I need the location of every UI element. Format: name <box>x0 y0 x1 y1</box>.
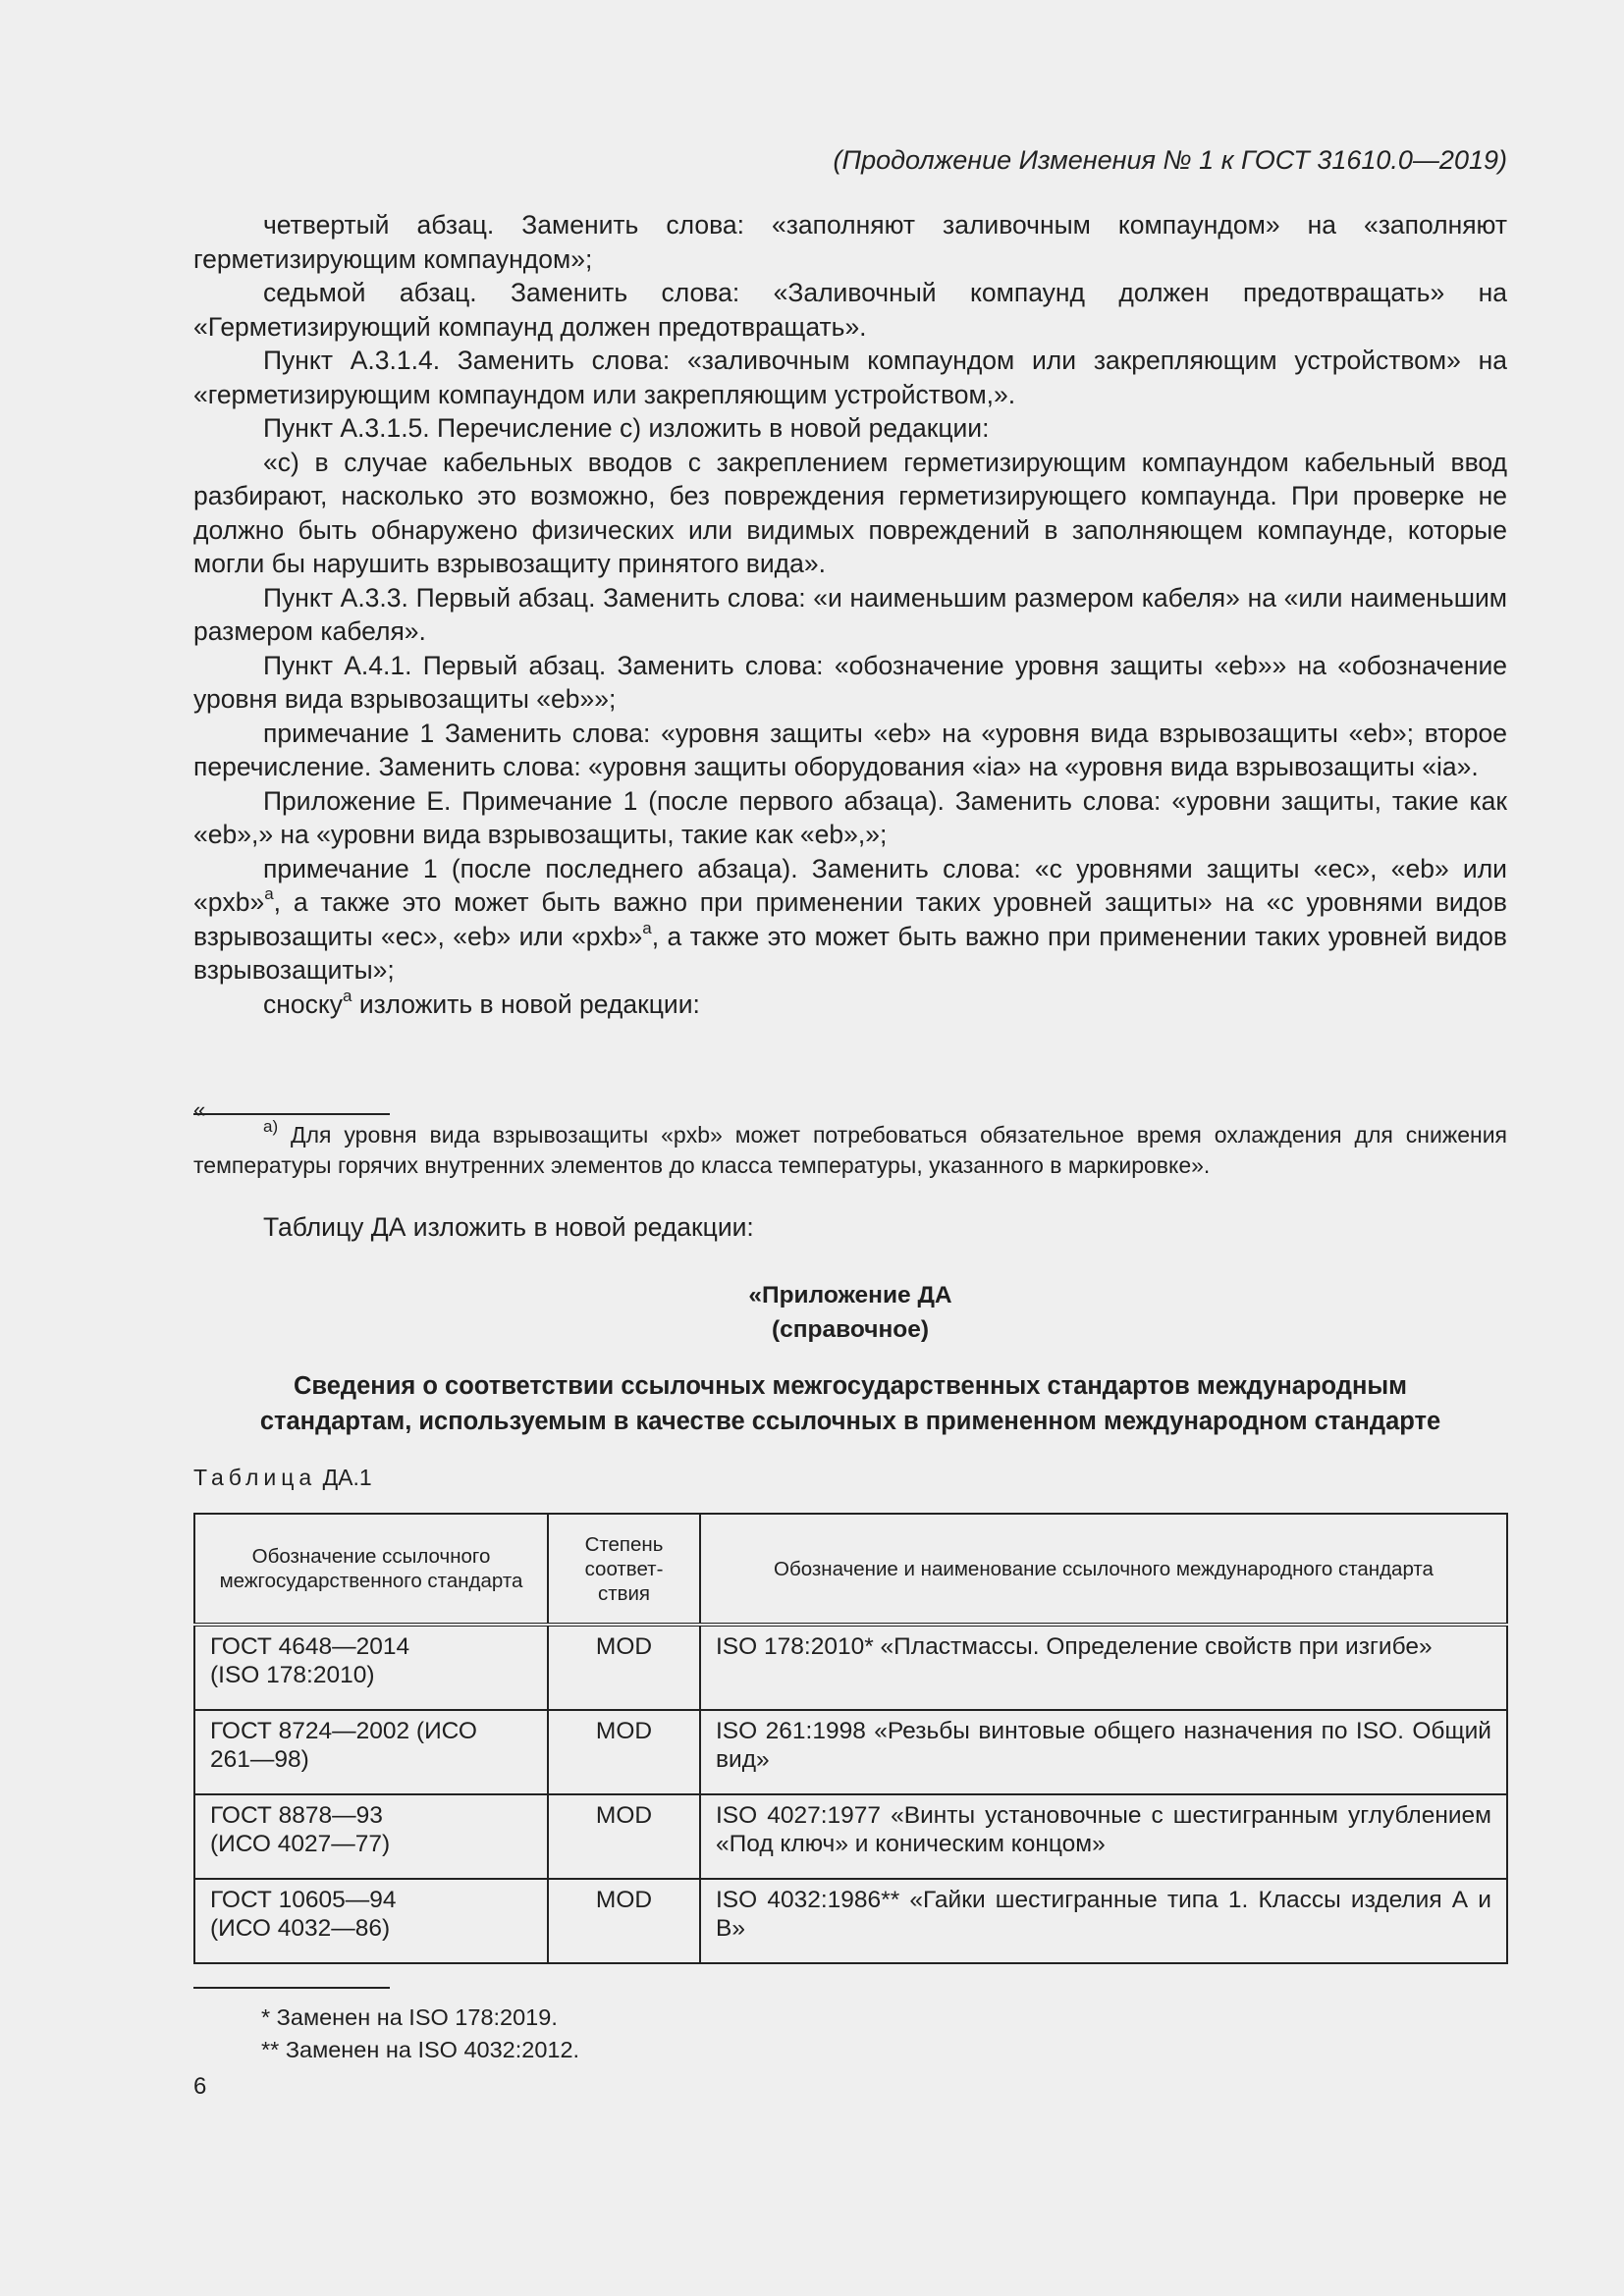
gost-cell <box>194 1625 548 1710</box>
column-header: Обозначение ссылочного межгосударственного стандарта <box>194 1514 548 1625</box>
table-row <box>194 1794 1507 1879</box>
table-note: ** Заменен на ISO 4032:2012. <box>261 2037 580 2062</box>
gost-cell <box>194 1879 548 1963</box>
gost-line: ГОСТ 8724—2002 (ИСО <box>210 1718 477 1744</box>
footnote <box>193 1117 1507 1181</box>
amendment-text <box>193 208 1507 1021</box>
table-row <box>194 1710 1507 1794</box>
appendix-subtitle: (справочное) <box>771 1316 930 1343</box>
text-segment: изложить в новой редакции: <box>352 988 700 1019</box>
footnote-ref: а <box>343 986 352 1005</box>
table-label-number: ДА.1 <box>322 1465 372 1490</box>
degree-cell: MOD <box>548 1710 700 1794</box>
footnote-rule <box>193 1113 390 1115</box>
notes-rule <box>193 1987 390 1989</box>
intl-standard-cell: ISO 4032:1986** «Гайки шестигранные типа 1. Классы изделия А и В» <box>700 1879 1507 1963</box>
table-label <box>193 1465 372 1491</box>
gost-cell <box>194 1710 548 1794</box>
gost-line: ГОСТ 10605—94 <box>210 1887 397 1913</box>
standards-table <box>193 1513 1508 1964</box>
appendix-title: «Приложение ДА <box>748 1282 952 1308</box>
paragraph: Приложение Е. Примечание 1 (после первого абзаца). Заменить слова: «уровни защиты, такие как «eb»,» на «уровни вида взрывозащиты, такие как «eb»,»; <box>193 785 1507 849</box>
footnote-marker: а) <box>263 1117 279 1137</box>
gost-line: 261—98) <box>210 1746 309 1773</box>
table-notes <box>193 2002 1507 2066</box>
table-intro-text: Таблицу ДА изложить в новой редакции: <box>263 1212 754 1242</box>
footnote-body: Для уровня вида взрывозащиты «pxb» может потребоваться обязательное время охлаждения для снижения температуры горячих внутренних элементов до класса температуры, указанного в маркировке». <box>193 1122 1507 1178</box>
table-row <box>194 1625 1507 1710</box>
table-note: * Заменен на ISO 178:2019. <box>261 2004 558 2030</box>
text-segment: сноску <box>263 988 344 1019</box>
paragraph-note-1 <box>193 852 1507 988</box>
paragraph: Пункт А.4.1. Первый абзац. Заменить слова: «обозначение уровня защиты «eb»» на «обозначение уровня вида взрывозащиты «eb»»; <box>193 650 1507 714</box>
paragraph: Пункт А.3.3. Первый абзац. Заменить слова: «и наименьшим размером кабеля» на «или наименьшим размером кабеля». <box>193 582 1507 646</box>
gost-line: (ИСО 4027—77) <box>210 1831 391 1857</box>
footnote-ref: а <box>642 918 652 937</box>
paragraph: Пункт А.3.1.4. Заменить слова: «заливочным компаундом или закрепляющим устройством» на «герметизирующим компаундом или закрепляющим устройством,». <box>193 346 1507 409</box>
table-label-word: Таблица <box>193 1465 317 1490</box>
document-title <box>193 1368 1507 1439</box>
paragraph-footnote-cmd <box>193 988 1507 1022</box>
table-row <box>194 1879 1507 1963</box>
intl-standard-cell: ISO 178:2010* «Пластмассы. Определение свойств при изгибе» <box>700 1625 1507 1710</box>
footnote-text <box>193 1117 1507 1181</box>
paragraph: примечание 1 Заменить слова: «уровня защиты «eb» на «уровня вида взрывозащиты «eb»; второе перечисление. Заменить слова: «уровня защиты оборудования «ia» на «уровня вида взрывозащиты «ia». <box>193 718 1507 781</box>
paragraph: седьмой абзац. Заменить слова: «Заливочный компаунд должен предотвращать» на «Герметизирующий компаунд должен предотвращать». <box>193 278 1507 342</box>
column-header: Обозначение и наименование ссылочного международного стандарта <box>700 1514 1507 1625</box>
gost-line: (ISO 178:2010) <box>210 1662 375 1688</box>
document-title-line: стандартам, используемым в качестве ссылочных в примененном международном стандарте <box>259 1408 1441 1435</box>
paragraph: четвертый абзац. Заменить слова: «заполняют заливочным компаундом» на «заполняют герметизирующим компаундом»; <box>193 210 1507 274</box>
degree-cell: MOD <box>548 1879 700 1963</box>
appendix-heading <box>193 1278 1507 1347</box>
gost-line: ГОСТ 4648—2014 <box>210 1633 410 1660</box>
document-title-line: Сведения о соответствии ссылочных межгосударственных стандартов международным <box>294 1372 1407 1400</box>
degree-cell: MOD <box>548 1794 700 1879</box>
quote-mark: « <box>193 1097 206 1122</box>
degree-cell: MOD <box>548 1625 700 1710</box>
text-segment: , а также это может быть важно при применении таких уровней видов взрывозащиты»; <box>193 921 1508 985</box>
table-header-row <box>194 1514 1507 1625</box>
footnote-ref: а <box>264 884 274 904</box>
intl-standard-cell: ISO 4027:1977 «Винты установочные с шестигранным углублением «Под ключ» и коническим концом» <box>700 1794 1507 1879</box>
page-number: 6 <box>193 2073 207 2100</box>
intl-standard-cell: ISO 261:1998 «Резьбы винтовые общего назначения по ISO. Общий вид» <box>700 1710 1507 1794</box>
gost-line: (ИСО 4032—86) <box>210 1915 391 1942</box>
text-segment: примечание 1 (после последнего абзаца). Заменить слова: «с уровнями защиты «ec», «eb» или «pxb» <box>193 853 1507 917</box>
column-header: Степень соответ- ствия <box>548 1514 700 1625</box>
gost-cell <box>194 1794 548 1879</box>
page-header: (Продолжение Изменения № 1 к ГОСТ 31610.0—2019) <box>833 145 1507 175</box>
text-segment: , а также это может быть важно при применении таких уровней защиты» на «с уровнями видов взрывозащиты «ec», «eb» или «pxb» <box>193 887 1507 951</box>
paragraph: «с) в случае кабельных вводов с закреплением герметизирующим компаундом кабельный ввод разбирают, насколько это возможно, без повреждения герметизирующего компаунда. При проверке не должно быть обнаружено физических или видимых повреждений в заполняющем компаунде, которые могли бы нарушить взрывозащиту принятого вида». <box>193 447 1507 578</box>
paragraph: Пункт А.3.1.5. Перечисление с) изложить в новой редакции: <box>263 413 990 443</box>
gost-line: ГОСТ 8878—93 <box>210 1802 383 1829</box>
table-intro <box>193 1212 1507 1243</box>
